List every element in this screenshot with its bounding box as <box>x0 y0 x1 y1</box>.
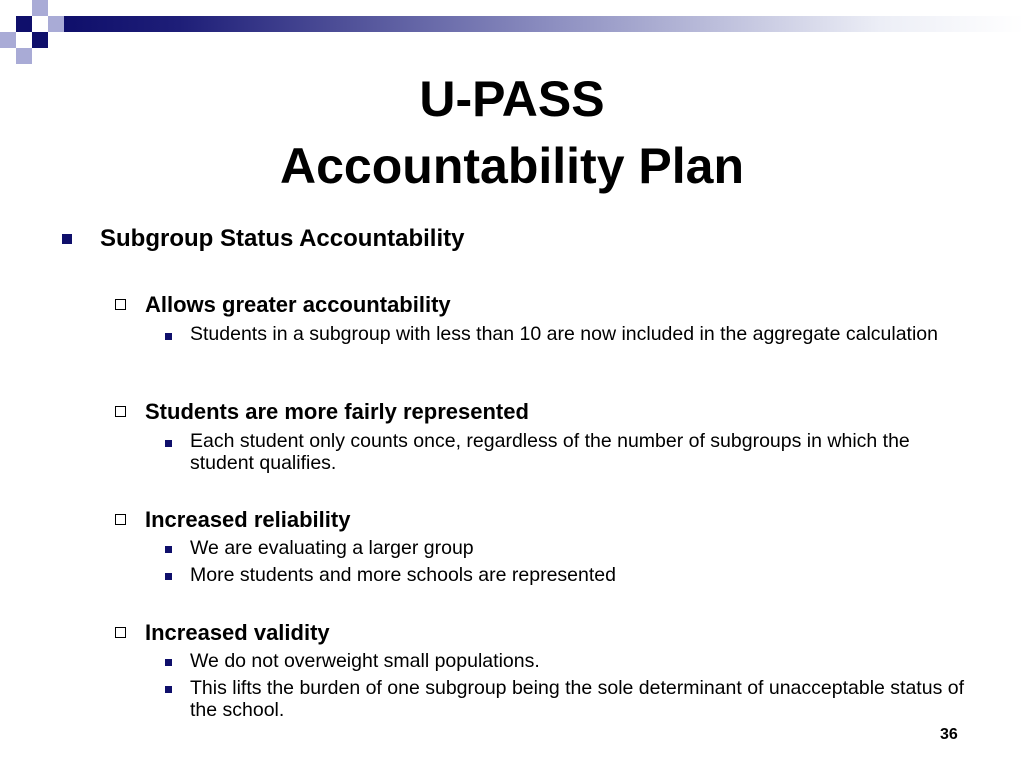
deco-square <box>48 16 64 32</box>
deco-square <box>32 32 48 48</box>
hollow-square-bullet-icon <box>115 299 126 310</box>
small-square-bullet-icon <box>165 440 172 447</box>
section-heading: Increased validity <box>145 620 330 645</box>
hollow-square-bullet-icon <box>115 627 126 638</box>
deco-square <box>0 32 16 48</box>
header-gradient-bar <box>64 16 1024 32</box>
list-item: We are evaluating a larger group <box>190 537 474 559</box>
list-item: More students and more schools are represented <box>190 564 616 586</box>
small-square-bullet-icon <box>165 686 172 693</box>
small-square-bullet-icon <box>165 659 172 666</box>
section-heading: Increased reliability <box>145 507 351 532</box>
section-heading: Allows greater accountability <box>145 292 451 317</box>
small-square-bullet-icon <box>165 546 172 553</box>
header-decoration <box>0 0 1024 64</box>
page-number: 36 <box>940 726 958 743</box>
hollow-square-bullet-icon <box>115 406 126 417</box>
slide-title-line-2: Accountability Plan <box>280 138 744 194</box>
main-bullet-text: Subgroup Status Accountability <box>100 225 465 252</box>
deco-square <box>0 0 16 16</box>
list-item: This lifts the burden of one subgroup being the sole determinant of unacceptable status of the school. <box>190 677 965 721</box>
small-square-bullet-icon <box>165 573 172 580</box>
square-bullet-icon <box>62 234 72 244</box>
deco-square <box>16 16 32 32</box>
deco-square <box>32 0 48 16</box>
list-item: Each student only counts once, regardless of the number of subgroups in which the student qualifies. <box>190 430 910 474</box>
slide-title-line-1: U-PASS <box>419 71 605 127</box>
deco-square <box>16 48 32 64</box>
hollow-square-bullet-icon <box>115 514 126 525</box>
list-item: We do not overweight small populations. <box>190 650 540 672</box>
list-item: Students in a subgroup with less than 10 are now included in the aggregate calculation <box>190 323 938 345</box>
section-heading: Students are more fairly represented <box>145 399 529 424</box>
small-square-bullet-icon <box>165 333 172 340</box>
